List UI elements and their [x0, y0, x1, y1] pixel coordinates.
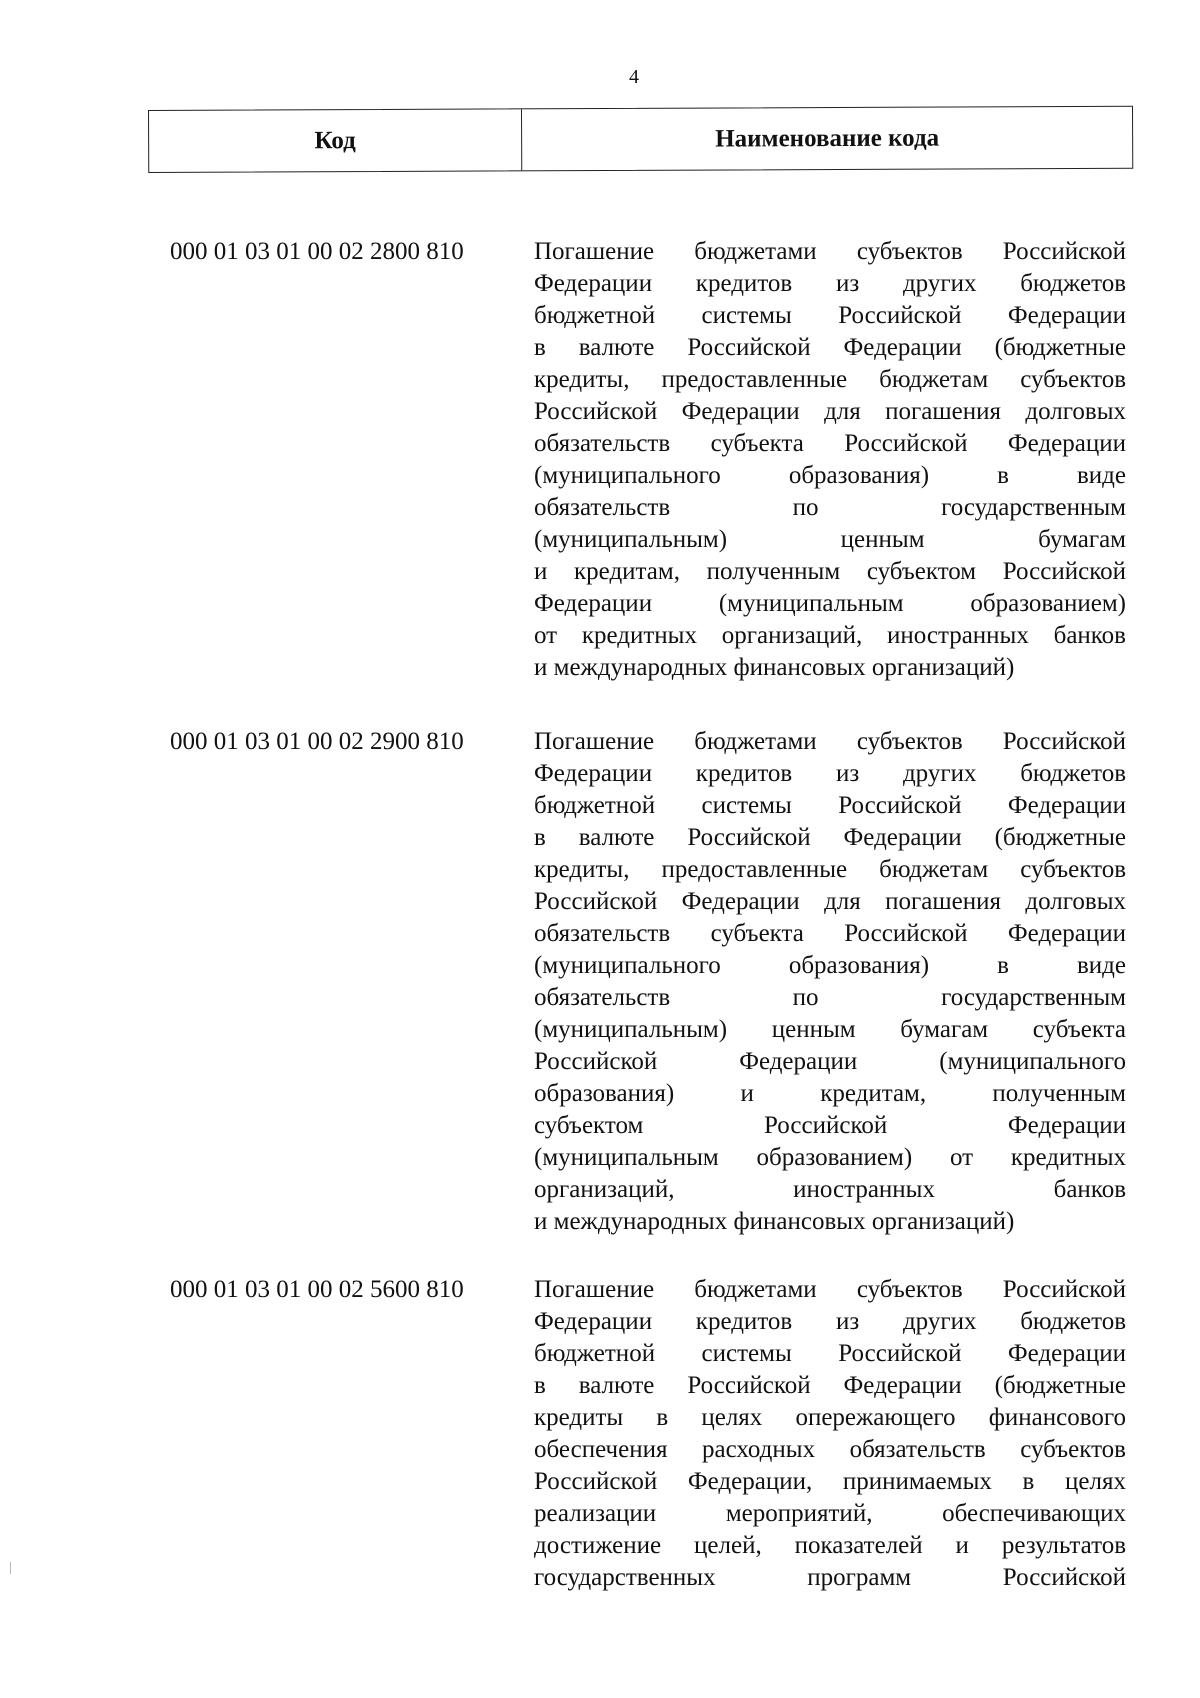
page-number: 4 — [629, 66, 639, 88]
desc-line: реализации мероприятий, обеспечивающих — [534, 1500, 1126, 1527]
desc-line: и международных финансовых организаций) — [534, 1208, 1015, 1235]
desc-line: и кредитам, полученным субъектом Российской — [534, 558, 1126, 585]
row-description — [534, 726, 1126, 1238]
desc-line: обязательств по государственным — [534, 494, 1126, 521]
row-code: 000 01 03 01 00 02 5600 810 — [170, 1276, 464, 1303]
desc-line: кредиты в целях опережающего финансового — [534, 1404, 1126, 1431]
desc-line: субъектом Российской Федерации — [534, 1112, 1126, 1139]
desc-line: кредиты, предоставленные бюджетам субъектов — [534, 856, 1126, 883]
desc-line: бюджетной системы Российской Федерации — [534, 792, 1126, 819]
desc-line: (муниципальным образованием) от кредитных — [534, 1144, 1126, 1171]
scan-margin-mark — [10, 1562, 11, 1574]
desc-line: кредиты, предоставленные бюджетам субъектов — [534, 366, 1126, 393]
desc-line: в валюте Российской Федерации (бюджетные — [534, 824, 1126, 851]
desc-line: Федерации кредитов из других бюджетов — [534, 760, 1126, 787]
desc-line: организаций, иностранных банков — [534, 1176, 1126, 1203]
desc-line: (муниципального образования) в виде — [534, 952, 1126, 979]
desc-line: Федерации кредитов из других бюджетов — [534, 1308, 1126, 1335]
desc-line: в валюте Российской Федерации (бюджетные — [534, 334, 1126, 361]
desc-line: Российской Федерации (муниципального — [534, 1048, 1126, 1075]
row-description — [534, 1274, 1126, 1594]
desc-line: Российской Федерации для погашения долговых — [534, 398, 1126, 425]
desc-line: Погашение бюджетами субъектов Российской — [534, 1276, 1126, 1303]
desc-line: Федерации кредитов из других бюджетов — [534, 270, 1126, 297]
desc-line: государственных программ Российской — [534, 1564, 1126, 1591]
desc-line: достижение целей, показателей и результатов — [534, 1532, 1126, 1559]
desc-line: бюджетной системы Российской Федерации — [534, 302, 1126, 329]
row-code: 000 01 03 01 00 02 2900 810 — [170, 728, 464, 755]
desc-line: в валюте Российской Федерации (бюджетные — [534, 1372, 1126, 1399]
header-name: Наименование кода — [715, 124, 940, 153]
desc-line: обязательств субъекта Российской Федерации — [534, 920, 1126, 947]
desc-line: Российской Федерации для погашения долговых — [534, 888, 1126, 915]
row-code: 000 01 03 01 00 02 2800 810 — [170, 238, 464, 265]
desc-line: (муниципальным) ценным бумагам — [534, 526, 1126, 553]
row-description — [534, 236, 1126, 684]
desc-line: от кредитных организаций, иностранных банков — [534, 622, 1126, 649]
desc-line: (муниципального образования) в виде — [534, 462, 1126, 489]
desc-line: бюджетной системы Российской Федерации — [534, 1340, 1126, 1367]
table-header — [148, 106, 1133, 173]
header-code: Код — [149, 109, 522, 172]
desc-line: (муниципальным) ценным бумагам субъекта — [534, 1016, 1126, 1043]
desc-line: обязательств по государственным — [534, 984, 1126, 1011]
desc-line: образования) и кредитам, полученным — [534, 1080, 1126, 1107]
desc-line: Федерации (муниципальным образованием) — [534, 590, 1126, 617]
desc-line: Погашение бюджетами субъектов Российской — [534, 728, 1126, 755]
desc-line: обеспечения расходных обязательств субъектов — [534, 1436, 1126, 1463]
desc-line: Погашение бюджетами субъектов Российской — [534, 238, 1126, 265]
desc-line: обязательств субъекта Российской Федерации — [534, 430, 1126, 457]
desc-line: Российской Федерации, принимаемых в целях — [534, 1468, 1126, 1495]
desc-line: и международных финансовых организаций) — [534, 654, 1015, 681]
